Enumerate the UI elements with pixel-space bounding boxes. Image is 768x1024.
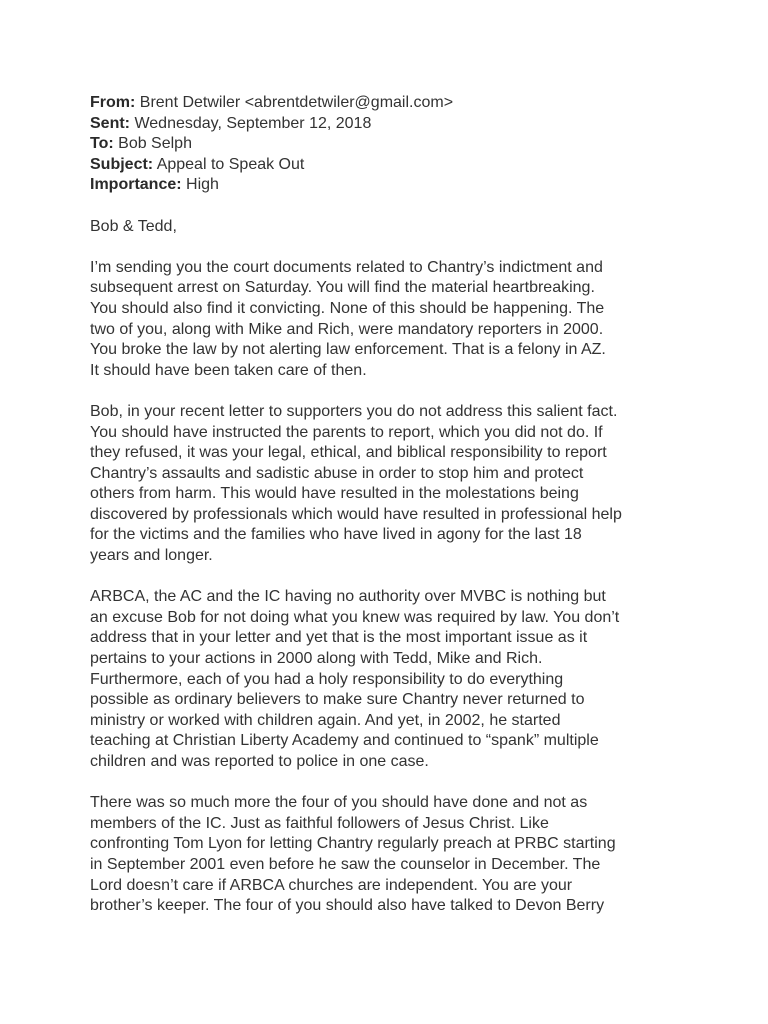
paragraph-line: discovered by professionals which would have resulted in professional help xyxy=(90,505,622,523)
to-value: Bob Selph xyxy=(118,135,192,153)
paragraph-line: I’m sending you the court documents related to Chantry’s indictment and xyxy=(90,258,603,276)
subject-row xyxy=(90,155,690,176)
paragraph-line: an excuse Bob for not doing what you knew was required by law. You don’t xyxy=(90,608,620,626)
paragraph-line: You broke the law by not alerting law enforcement. That is a felony in AZ. xyxy=(90,341,606,359)
paragraph-line: It should have been taken care of then. xyxy=(90,361,367,379)
paragraph-line: possible as ordinary believers to make sure Chantry never returned to xyxy=(90,691,585,709)
paragraph-line: You should also find it convicting. None of this should be happening. The xyxy=(90,299,605,317)
paragraph-1 xyxy=(90,258,690,382)
paragraph-line: ARBCA, the AC and the IC having no authority over MVBC is nothing but xyxy=(90,588,606,606)
paragraph-line: ministry or worked with children again. And yet, in 2002, he started xyxy=(90,711,561,729)
paragraph-3 xyxy=(90,587,690,772)
paragraph-line: Chantry’s assaults and sadistic abuse in order to stop him and protect xyxy=(90,464,584,482)
paragraph-line: for the victims and the families who have lived in agony for the last 18 xyxy=(90,526,582,544)
paragraph-line: You should have instructed the parents to report, which you did not do. If xyxy=(90,423,603,441)
importance-value: High xyxy=(186,176,219,194)
sent-value: Wednesday, September 12, 2018 xyxy=(134,114,372,132)
paragraph-line: others from harm. This would have resulted in the molestations being xyxy=(90,485,579,503)
paragraph-line: Lord doesn’t care if ARBCA churches are independent. You are your xyxy=(90,876,573,894)
paragraph-line: subsequent arrest on Saturday. You will find the material heartbreaking. xyxy=(90,279,595,297)
paragraph-line: teaching at Christian Liberty Academy and continued to “spank” multiple xyxy=(90,732,599,750)
from-row xyxy=(90,93,690,114)
subject-label: Subject: xyxy=(90,155,154,173)
subject-value: Appeal to Speak Out xyxy=(156,155,305,173)
paragraph-4 xyxy=(90,793,690,917)
paragraph-line: Furthermore, each of you had a holy responsibility to do everything xyxy=(90,670,564,688)
paragraph-line: children and was reported to police in one case. xyxy=(90,753,429,770)
email-header xyxy=(90,93,690,196)
paragraph-2 xyxy=(90,402,690,567)
paragraph-line: pertains to your actions in 2000 along with Tedd, Mike and Rich. xyxy=(90,650,543,668)
to-row xyxy=(90,134,690,155)
paragraph-line: two of you, along with Mike and Rich, were mandatory reporters in 2000. xyxy=(90,320,604,338)
greeting: Bob & Tedd, xyxy=(90,217,177,235)
paragraph-line: confronting Tom Lyon for letting Chantry regularly preach at PRBC starting xyxy=(90,835,616,853)
paragraph-line: Bob, in your recent letter to supporters you do not address this salient fact. xyxy=(90,402,618,420)
paragraph-line: in September 2001 even before he saw the counselor in December. The xyxy=(90,855,601,873)
paragraph-line: years and longer. xyxy=(90,547,213,565)
to-label: To: xyxy=(90,135,114,153)
from-value: Brent Detwiler <abrentdetwiler@gmail.com> xyxy=(139,94,454,111)
paragraph-line: There was so much more the four of you should have done and not as xyxy=(90,794,588,812)
paragraph-line: brother’s keeper. The four of you should also have talked to Devon Berry xyxy=(90,897,605,915)
paragraph-line: address that in your letter and yet that is the most important issue as it xyxy=(90,629,588,647)
from-label: From: xyxy=(90,94,136,111)
email-content xyxy=(90,93,690,917)
importance-label: Importance: xyxy=(90,176,182,194)
paragraph-line: members of the IC. Just as faithful followers of Jesus Christ. Like xyxy=(90,814,549,832)
paragraph-line: they refused, it was your legal, ethical, and biblical responsibility to report xyxy=(90,444,607,462)
sent-label: Sent: xyxy=(90,114,130,132)
importance-row xyxy=(90,175,690,196)
sent-row xyxy=(90,114,690,135)
